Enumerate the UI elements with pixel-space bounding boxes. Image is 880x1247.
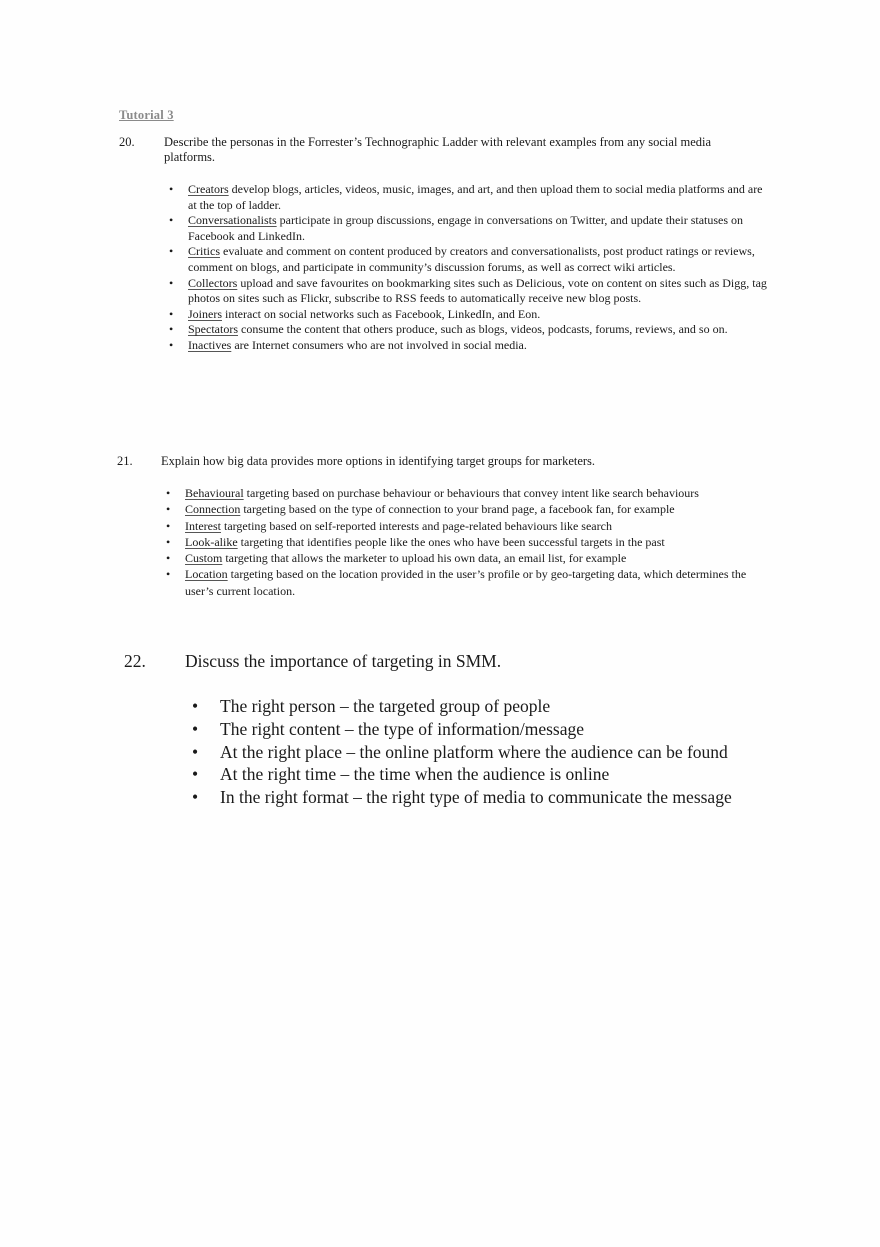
persona-description: upload and save favourites on bookmarking sites such as Delicious, vote on content on sites such as Digg, tag photos on sites such as Flickr, subscribe to RSS feeds to automatically receive new blog posts. — [188, 275, 767, 306]
persona-description: evaluate and comment on content produced by creators and conversationalists, post product ratings or reviews, comment on blogs, and participate in community’s discussion forums, as well as correct wiki articles. — [188, 244, 755, 274]
bullet-icon: • — [169, 337, 174, 352]
bullet-icon: • — [169, 244, 174, 259]
list-item — [164, 213, 774, 244]
bullet-icon: • — [192, 741, 199, 762]
bullet-icon: • — [169, 182, 174, 196]
targeting-description: targeting based on purchase behaviour or behaviours that convey intent like search behaviours — [243, 486, 699, 500]
targeting-description: targeting based on the type of connection to your brand page, a facebook fan, for example — [240, 502, 675, 517]
list-item — [164, 307, 774, 323]
question-number: 20. — [119, 135, 135, 149]
bullet-icon: • — [166, 534, 171, 549]
question-number: 22. — [124, 651, 146, 671]
bullet-icon: • — [169, 275, 174, 290]
answer-text: At the right place – the online platform where the audience can be found — [220, 741, 728, 762]
list-item — [161, 550, 771, 566]
targeting-term: Interest — [185, 518, 221, 533]
list-item — [164, 244, 774, 275]
list-item — [161, 566, 771, 599]
persona-term: Joiners — [188, 306, 222, 321]
bullet-icon: • — [169, 213, 174, 228]
answer-text: The right person – the targeted group of people — [220, 696, 551, 716]
list-item — [185, 718, 805, 741]
answer-text: At the right time – the time when the audience is online — [220, 764, 610, 785]
list-item — [161, 534, 771, 550]
answer-list — [161, 485, 771, 599]
targeting-term: Look-alike — [185, 534, 238, 549]
list-item — [164, 182, 774, 213]
bullet-icon: • — [166, 486, 171, 500]
answer-text: In the right format – the right type of media to communicate the message — [220, 787, 732, 808]
targeting-description: targeting that allows the marketer to upload his own data, an email list, for example — [222, 551, 627, 566]
targeting-term: Behavioural — [185, 486, 244, 500]
list-item — [161, 501, 771, 517]
question-prompt: Describe the personas in the Forrester’s Technographic Ladder with relevant examples from any social media platforms. — [164, 135, 712, 164]
list-item — [164, 322, 774, 338]
persona-term: Creators — [188, 182, 229, 196]
persona-term: Inactives — [188, 337, 232, 352]
persona-term: Collectors — [188, 275, 238, 290]
answer-list — [164, 182, 774, 354]
list-item — [161, 518, 771, 534]
question-prompt: Discuss the importance of targeting in SMM. — [185, 651, 502, 671]
bullet-icon: • — [166, 551, 171, 566]
bullet-icon: • — [166, 502, 171, 517]
question-number: 21. — [117, 454, 133, 468]
list-item — [185, 695, 805, 718]
targeting-description: targeting that identifies people like the ones who have been successful targets in the past — [237, 534, 665, 549]
answer-text: The right content – the type of information/message — [220, 718, 584, 739]
answer-list — [185, 695, 805, 809]
list-item — [164, 338, 774, 354]
targeting-term: Location — [185, 567, 228, 582]
bullet-icon: • — [169, 306, 174, 321]
targeting-description: targeting based on self-reported interests and page-related behaviours like search — [220, 518, 612, 533]
bullet-icon: • — [192, 696, 199, 716]
bullet-icon: • — [166, 567, 171, 582]
persona-term: Critics — [188, 244, 220, 259]
bullet-icon: • — [192, 787, 199, 808]
persona-term: Conversationalists — [188, 213, 277, 228]
list-item — [161, 485, 771, 501]
persona-description: interact on social networks such as Facebook, LinkedIn, and Eon. — [222, 306, 541, 321]
persona-description: are Internet consumers who are not involved in social media. — [231, 337, 527, 352]
list-item — [185, 741, 805, 764]
question-prompt: Explain how big data provides more options in identifying target groups for marketers. — [161, 454, 596, 468]
persona-description: consume the content that others produce, such as blogs, videos, podcasts, forums, reviews, and so on. — [238, 322, 728, 337]
list-item — [185, 786, 805, 809]
persona-description: develop blogs, articles, videos, music, images, and art, and then upload them to social media platforms and are at the top of ladder. — [188, 182, 763, 212]
list-item — [164, 276, 774, 307]
bullet-icon: • — [166, 518, 171, 533]
targeting-term: Connection — [185, 502, 241, 517]
bullet-icon: • — [192, 764, 199, 785]
persona-term: Spectators — [188, 322, 238, 337]
targeting-term: Custom — [185, 551, 223, 566]
list-item — [185, 763, 805, 786]
persona-description: participate in group discussions, engage in conversations on Twitter, and update their statuses on Facebook and LinkedIn. — [188, 213, 744, 243]
bullet-icon: • — [192, 718, 199, 739]
bullet-icon: • — [169, 322, 174, 337]
targeting-description: targeting based on the location provided in the user’s profile or by geo-targeting data, which determines the user’s current location. — [185, 567, 747, 598]
tutorial-heading: Tutorial 3 — [119, 108, 174, 122]
